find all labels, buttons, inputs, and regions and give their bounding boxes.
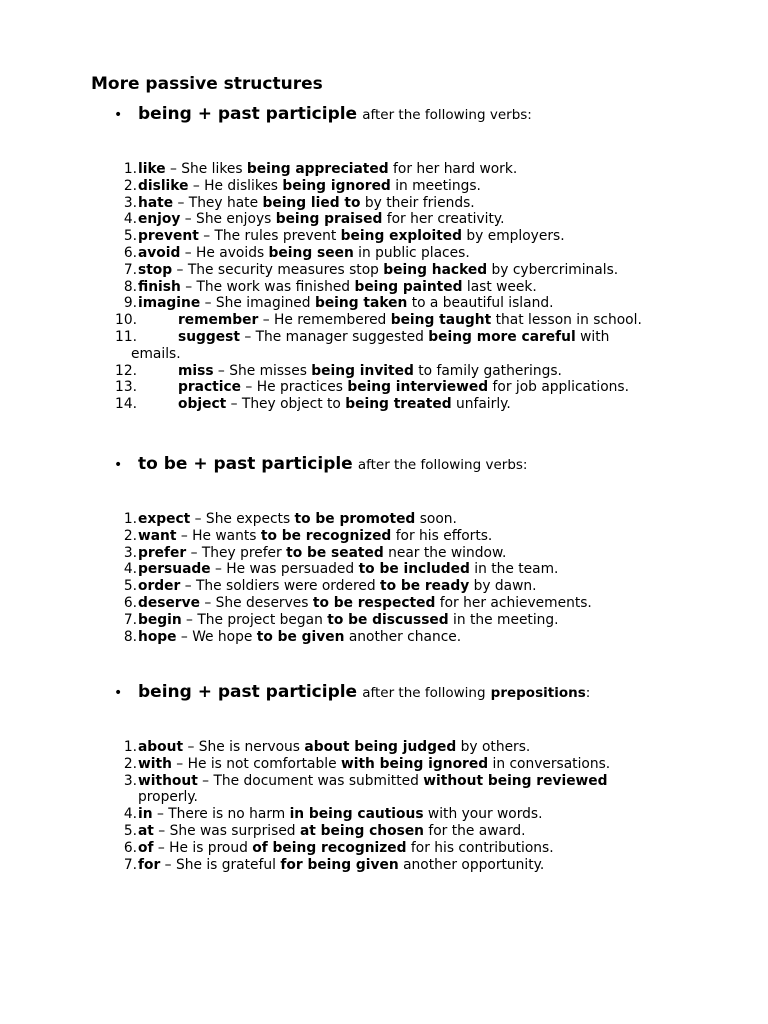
example-suffix: for the award. bbox=[424, 822, 526, 839]
list-number: 4. bbox=[123, 211, 137, 228]
passive-phrase: of being recognized bbox=[252, 839, 407, 856]
list-item bbox=[110, 823, 710, 840]
passive-phrase: being praised bbox=[275, 211, 383, 228]
example-suffix: with your words. bbox=[423, 806, 543, 823]
passive-phrase: without being reviewed bbox=[423, 772, 608, 789]
example-suffix: by employers. bbox=[462, 228, 565, 245]
example-prefix: – She is grateful bbox=[160, 856, 281, 873]
example-prefix: – She imagined bbox=[200, 295, 315, 312]
list-item-text bbox=[138, 739, 530, 756]
example-prefix: – He practices bbox=[241, 379, 348, 396]
list-item-text bbox=[138, 545, 506, 562]
list-item-text bbox=[138, 578, 537, 595]
example-suffix: in the team. bbox=[469, 561, 559, 578]
passive-phrase: to be respected bbox=[312, 594, 436, 611]
list-number: 8. bbox=[123, 278, 137, 295]
passive-phrase: with being ignored bbox=[340, 755, 489, 772]
list-item-text bbox=[138, 211, 505, 228]
list-number: 12. bbox=[115, 362, 137, 379]
passive-phrase: being taken bbox=[314, 295, 408, 312]
list-item-text bbox=[178, 312, 642, 329]
list-item-text bbox=[138, 773, 608, 807]
example-suffix: for her creativity. bbox=[382, 211, 505, 228]
list-item-text bbox=[138, 840, 554, 857]
list-item-text bbox=[138, 295, 553, 312]
list-number: 3. bbox=[123, 194, 137, 211]
list-number: 5. bbox=[123, 578, 137, 595]
keyword: miss bbox=[178, 362, 214, 379]
bullet-icon: • bbox=[114, 685, 123, 701]
passive-phrase: to be recognized bbox=[260, 527, 392, 544]
list-number: 4. bbox=[123, 806, 137, 823]
example-prefix: – They hate bbox=[173, 194, 263, 211]
list-number: 6. bbox=[123, 594, 137, 611]
list-item bbox=[110, 857, 710, 874]
list-item bbox=[110, 545, 710, 562]
keyword: begin bbox=[138, 611, 182, 628]
keyword: avoid bbox=[138, 244, 181, 261]
example-suffix: by others. bbox=[456, 739, 531, 755]
list-number: 6. bbox=[123, 244, 137, 261]
passive-phrase: for being given bbox=[280, 856, 399, 873]
list-item bbox=[110, 161, 710, 178]
example-suffix: last week. bbox=[462, 278, 537, 295]
list-number: 2. bbox=[123, 177, 137, 194]
example-prefix: – We hope bbox=[176, 628, 257, 645]
passive-phrase: being lied to bbox=[262, 194, 361, 211]
list-item-text bbox=[178, 379, 629, 396]
passive-phrase: being ignored bbox=[282, 177, 391, 194]
example-prefix: – The manager suggested bbox=[239, 328, 429, 345]
list-item bbox=[110, 195, 710, 212]
passive-phrase: being appreciated bbox=[246, 161, 389, 177]
example-prefix: – He is not comfortable bbox=[171, 755, 341, 772]
keyword: of bbox=[138, 839, 154, 856]
example-suffix: for her hard work. bbox=[388, 161, 518, 177]
passive-phrase: in being cautious bbox=[289, 806, 424, 823]
list-item bbox=[110, 629, 710, 646]
list-item bbox=[110, 211, 710, 228]
list-item bbox=[110, 312, 710, 329]
keyword: for bbox=[138, 856, 161, 873]
example-suffix: that lesson in school. bbox=[491, 312, 642, 329]
bullet-icon: • bbox=[114, 457, 123, 473]
list-item-text bbox=[138, 511, 457, 528]
list-number: 3. bbox=[123, 544, 137, 561]
list-item bbox=[110, 511, 710, 528]
example-suffix: for job applications. bbox=[488, 379, 629, 396]
passive-phrase: to be seated bbox=[286, 544, 384, 561]
example-prefix: – He dislikes bbox=[188, 177, 283, 194]
example-suffix: in the meeting. bbox=[448, 611, 559, 628]
list-number: 2. bbox=[123, 755, 137, 772]
example-prefix: – The rules prevent bbox=[198, 228, 341, 245]
passive-phrase: to be promoted bbox=[294, 511, 416, 527]
list-item-text bbox=[178, 363, 562, 380]
list-item-text bbox=[131, 328, 610, 363]
example-suffix: near the window. bbox=[383, 544, 507, 561]
example-prefix: – He is proud bbox=[153, 839, 253, 856]
passive-phrase: being invited bbox=[311, 362, 414, 379]
example-suffix: by dawn. bbox=[469, 578, 537, 595]
passive-phrase: at being chosen bbox=[299, 822, 424, 839]
example-prefix: – The soldiers were ordered bbox=[180, 578, 380, 595]
keyword: about bbox=[138, 739, 184, 755]
list-item bbox=[110, 756, 710, 773]
example-suffix: in public places. bbox=[353, 244, 470, 261]
list-item bbox=[110, 396, 710, 413]
list-number: 10. bbox=[115, 312, 137, 329]
example-suffix: with bbox=[575, 328, 610, 345]
list-number: 7. bbox=[123, 856, 137, 873]
example-prefix: – She deserves bbox=[199, 594, 313, 611]
passive-phrase: being treated bbox=[345, 396, 452, 413]
example-prefix: – The document was submitted bbox=[197, 772, 424, 789]
passive-phrase: being seen bbox=[268, 244, 354, 261]
keyword: want bbox=[138, 527, 177, 544]
example-prefix: – He wants bbox=[176, 527, 261, 544]
list-number: 8. bbox=[123, 628, 137, 645]
list-item-text bbox=[138, 528, 492, 545]
list-item-text bbox=[138, 178, 481, 195]
passive-phrase: being painted bbox=[354, 278, 463, 295]
passive-phrase: being interviewed bbox=[347, 379, 489, 396]
example-prefix: – She is nervous bbox=[183, 739, 305, 755]
example-suffix: to a beautiful island. bbox=[407, 295, 554, 312]
list-item bbox=[110, 739, 710, 756]
keyword: stop bbox=[138, 261, 173, 278]
list-item bbox=[110, 578, 710, 595]
example-suffix: for her achievements. bbox=[435, 594, 592, 611]
section-heading-3: • being + past participle after the following prepositions : bbox=[114, 682, 591, 702]
example-suffix: soon. bbox=[415, 511, 457, 527]
example-continuation: emails. bbox=[131, 345, 181, 362]
example-prefix: – There is no harm bbox=[152, 806, 290, 823]
list-number: 3. bbox=[123, 772, 137, 789]
list-item-text bbox=[138, 279, 537, 296]
list-item bbox=[110, 295, 710, 312]
list-item-text bbox=[138, 245, 470, 262]
section-heading-2: • to be + past participle after the following verbs: bbox=[114, 454, 528, 474]
passive-phrase: to be ready bbox=[379, 578, 470, 595]
example-prefix: – The security measures stop bbox=[172, 261, 384, 278]
passive-phrase: being exploited bbox=[340, 228, 463, 245]
preposition-list bbox=[110, 739, 710, 873]
list-item-text bbox=[138, 612, 559, 629]
example-suffix: unfairly. bbox=[451, 396, 511, 413]
keyword: hate bbox=[138, 194, 174, 211]
list-item bbox=[110, 612, 710, 629]
list-item bbox=[110, 561, 710, 578]
list-item bbox=[110, 245, 710, 262]
example-prefix: – The work was finished bbox=[180, 278, 355, 295]
list-item-text bbox=[138, 195, 475, 212]
keyword: prefer bbox=[138, 544, 187, 561]
list-item bbox=[110, 773, 710, 807]
list-item bbox=[110, 228, 710, 245]
section-heading-1: • being + past participle after the following verbs: bbox=[114, 104, 532, 124]
keyword: at bbox=[138, 822, 154, 839]
example-suffix: another chance. bbox=[344, 628, 462, 645]
example-prefix: – They object to bbox=[226, 396, 346, 413]
list-item bbox=[110, 262, 710, 279]
example-suffix: by cybercriminals. bbox=[487, 261, 619, 278]
keyword: finish bbox=[138, 278, 181, 295]
list-item bbox=[110, 840, 710, 857]
keyword: hope bbox=[138, 628, 177, 645]
example-prefix: – She likes bbox=[165, 161, 247, 177]
keyword: order bbox=[138, 578, 181, 595]
keyword: object bbox=[178, 396, 227, 413]
keyword: enjoy bbox=[138, 211, 181, 228]
list-item-text bbox=[138, 806, 542, 823]
list-item bbox=[110, 279, 710, 296]
list-number: 9. bbox=[123, 295, 137, 312]
example-prefix: – They prefer bbox=[186, 544, 287, 561]
list-item-text bbox=[178, 396, 511, 413]
list-item-text bbox=[138, 857, 544, 874]
keyword: like bbox=[138, 161, 166, 177]
list-number: 5. bbox=[123, 228, 137, 245]
list-item bbox=[110, 806, 710, 823]
list-number: 1. bbox=[123, 739, 137, 755]
list-item bbox=[110, 329, 710, 363]
list-number: 2. bbox=[123, 527, 137, 544]
keyword: without bbox=[138, 772, 198, 789]
list-item-text bbox=[138, 756, 610, 773]
list-item-text bbox=[138, 561, 558, 578]
list-number: 6. bbox=[123, 839, 137, 856]
example-prefix: – He avoids bbox=[180, 244, 269, 261]
keyword: persuade bbox=[138, 561, 211, 578]
keyword: remember bbox=[178, 312, 259, 329]
list-item bbox=[110, 528, 710, 545]
list-item-text bbox=[138, 823, 526, 840]
keyword: deserve bbox=[138, 594, 200, 611]
list-item-text bbox=[138, 228, 565, 245]
list-item bbox=[110, 379, 710, 396]
example-continuation: properly. bbox=[138, 789, 198, 806]
example-prefix: – She misses bbox=[213, 362, 312, 379]
keyword: practice bbox=[178, 379, 242, 396]
example-prefix: – She expects bbox=[190, 511, 295, 527]
list-number: 1. bbox=[123, 161, 137, 177]
passive-phrase: being more careful bbox=[428, 328, 576, 345]
example-prefix: – She was surprised bbox=[153, 822, 300, 839]
keyword: dislike bbox=[138, 177, 189, 194]
example-suffix: by their friends. bbox=[360, 194, 475, 211]
keyword: imagine bbox=[138, 295, 201, 312]
list-item bbox=[110, 178, 710, 195]
passive-phrase: being taught bbox=[390, 312, 492, 329]
verb-list-being bbox=[110, 161, 710, 413]
example-prefix: – He was persuaded bbox=[210, 561, 359, 578]
example-suffix: in meetings. bbox=[390, 177, 481, 194]
example-prefix: – He remembered bbox=[258, 312, 391, 329]
example-suffix: for his efforts. bbox=[391, 527, 493, 544]
keyword: suggest bbox=[178, 328, 240, 345]
example-suffix: for his contributions. bbox=[406, 839, 554, 856]
bullet-icon: • bbox=[114, 107, 123, 123]
passive-phrase: being hacked bbox=[383, 261, 488, 278]
keyword: with bbox=[138, 755, 172, 772]
list-number: 13. bbox=[115, 379, 137, 396]
keyword: expect bbox=[138, 511, 191, 527]
passive-phrase: to be given bbox=[256, 628, 345, 645]
list-number: 4. bbox=[123, 561, 137, 578]
verb-list-to-be bbox=[110, 511, 710, 645]
list-item-text bbox=[138, 262, 618, 279]
keyword: in bbox=[138, 806, 153, 823]
list-item bbox=[110, 363, 710, 380]
example-prefix: – The project began bbox=[181, 611, 328, 628]
list-item-text bbox=[138, 629, 461, 646]
list-number: 14. bbox=[115, 396, 137, 413]
example-prefix: – She enjoys bbox=[180, 211, 276, 228]
list-item-text bbox=[138, 595, 592, 612]
list-number: 1. bbox=[123, 511, 137, 527]
list-item-text bbox=[138, 161, 517, 178]
list-number: 5. bbox=[123, 822, 137, 839]
list-number: 7. bbox=[123, 261, 137, 278]
passive-phrase: to be included bbox=[358, 561, 470, 578]
passive-phrase: about being judged bbox=[304, 739, 457, 755]
list-number: 7. bbox=[123, 611, 137, 628]
page-title: More passive structures bbox=[91, 74, 323, 94]
example-suffix: another opportunity. bbox=[398, 856, 545, 873]
passive-phrase: to be discussed bbox=[327, 611, 449, 628]
list-item bbox=[110, 595, 710, 612]
keyword: prevent bbox=[138, 228, 199, 245]
example-suffix: to family gatherings. bbox=[413, 362, 562, 379]
list-number: 11. bbox=[115, 328, 137, 345]
example-suffix: in conversations. bbox=[488, 755, 611, 772]
